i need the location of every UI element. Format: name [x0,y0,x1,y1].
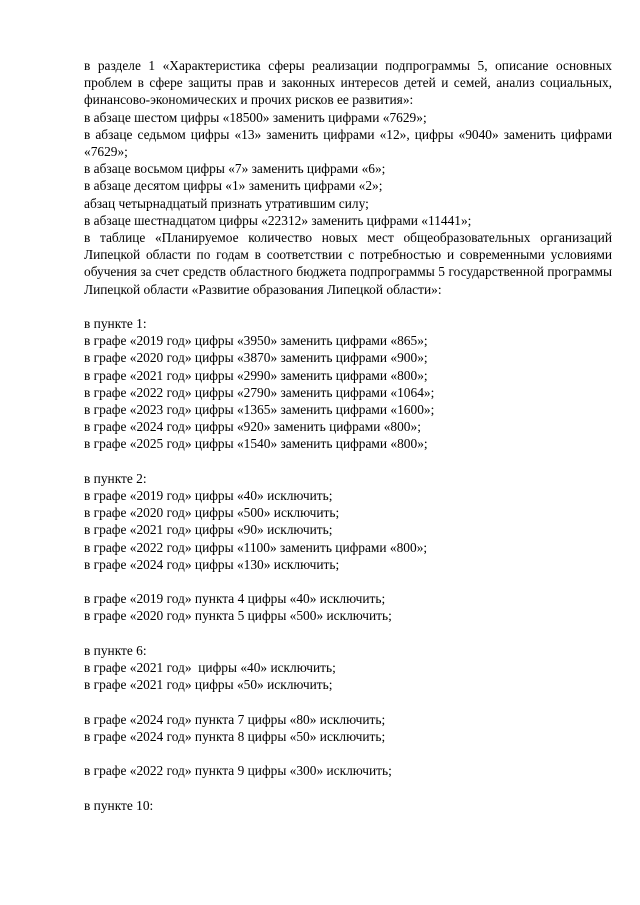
item-4-line: в графе «2019 год» пункта 4 цифры «40» исключить; [84,591,386,607]
item-2-line-2020: в графе «2020 год» цифры «500» исключить; [84,505,340,521]
paragraph-abzac-7: в абзаце седьмом цифры «13» заменить цифрами «12», цифры «9040» заменить цифрами «7629»; [84,126,612,160]
item-1-line-2023: в графе «2023 год» цифры «1365» заменить цифрами «1600»; [84,402,435,418]
paragraph-abzac-10: в абзаце десятом цифры «1» заменить цифрами «2»; [84,178,383,194]
item-7-line: в графе «2024 год» пункта 7 цифры «80» исключить; [84,711,386,727]
item-2-line-2021: в графе «2021 год» цифры «90» исключить; [84,522,333,538]
item-9-line: в графе «2022 год» пункта 9 цифры «300» исключить; [84,763,392,779]
item-1-header: в пункте 1: [84,316,147,332]
spacer [84,625,612,642]
spacer [84,745,612,762]
item-6-line-a: в графе «2021 год» цифры «40» исключить; [84,660,336,676]
paragraph-abzac-16: в абзаце шестнадцатом цифры «22312» заменить цифрами «11441»; [84,212,472,228]
item-1-line-2020: в графе «2020 год» цифры «3870» заменить цифрами «900»; [84,350,428,366]
paragraph-section-1: в разделе 1 «Характеристика сферы реализации подпрограммы 5, описание основных проблем в сфере защиты прав и законных интересов детей и семей, анализ социальных, финансово-экономических и прочих рисков ее развития»: [84,58,612,108]
item-2-line-2019: в графе «2019 год» цифры «40» исключить; [84,488,333,504]
spacer [84,779,612,796]
spacer [84,693,612,710]
document-page [84,57,612,814]
item-8-line: в графе «2024 год» пункта 8 цифры «50» исключить; [84,728,386,744]
item-5-line: в графе «2020 год» пункта 5 цифры «500» исключить; [84,608,392,624]
item-2-line-2022: в графе «2022 год» цифры «1100» заменить цифрами «800»; [84,539,428,555]
item-1-line-2019: в графе «2019 год» цифры «3950» заменить цифрами «865»; [84,333,428,349]
item-10-header: в пункте 10: [84,797,154,813]
item-2-line-2024: в графе «2024 год» цифры «130» исключить; [84,556,340,572]
item-1-line-2024: в графе «2024 год» цифры «920» заменить цифрами «800»; [84,419,421,435]
item-6-header: в пункте 6: [84,642,147,658]
item-1-line-2021: в графе «2021 год» цифры «2990» заменить цифрами «800»; [84,367,428,383]
item-1-line-2025: в графе «2025 год» цифры «1540» заменить цифрами «800»; [84,436,428,452]
paragraph-abzac-14: абзац четырнадцатый признать утратившим силу; [84,195,369,211]
spacer [84,573,612,590]
item-6-line-b: в графе «2021 год» цифры «50» исключить; [84,677,333,693]
paragraph-table-intro: в таблице «Планируемое количество новых мест общеобразовательных организаций Липецкой области по годам в соответствии с потребностью и современными условиями обучения за счет средств областного бюджета подпрограммы 5 государственной программы Липецкой области «Развитие образования Липецкой области»: [84,230,612,297]
item-2-header: в пункте 2: [84,470,147,486]
spacer [84,453,612,470]
paragraph-abzac-8: в абзаце восьмом цифры «7» заменить цифрами «6»; [84,161,386,177]
spacer [84,298,612,315]
paragraph-abzac-6: в абзаце шестом цифры «18500» заменить цифрами «7629»; [84,109,427,125]
item-1-line-2022: в графе «2022 год» цифры «2790» заменить цифрами «1064»; [84,384,435,400]
